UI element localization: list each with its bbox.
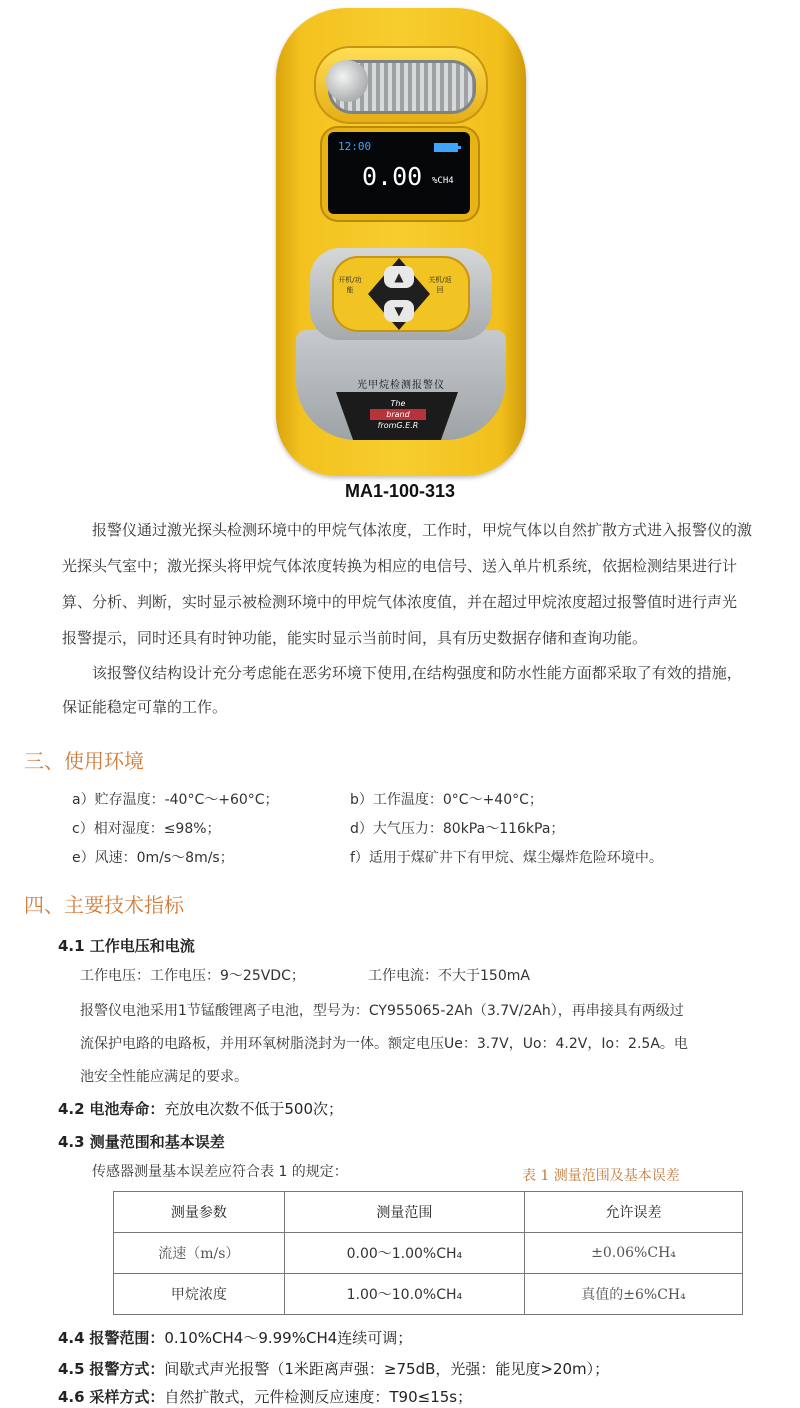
table-header: 测量范围 (284, 1192, 524, 1233)
spec-4-3-title: 4.3 测量范围和基本误差 (58, 1133, 225, 1151)
env-item: e）风速：0m/s～8m/s； (72, 850, 234, 866)
brand-logo (370, 398, 426, 432)
spec-4-4-num: 4.4 (58, 1329, 85, 1347)
brand-line-1: The (390, 399, 406, 408)
display-unit: %CH4 (432, 176, 454, 186)
env-item: b）工作温度：0°C～+40°C； (350, 792, 543, 808)
table-cell: ±0.06%CH₄ (525, 1233, 743, 1274)
spec-4-1-title: 4.1 工作电压和电流 (58, 937, 195, 955)
spec-4-5-label: 报警方式： (89, 1360, 165, 1378)
spec-4-4 (58, 1327, 412, 1348)
env-item: f）适用于煤矿井下有甲烷、煤尘爆炸危险环境中。 (350, 850, 663, 866)
spec-4-6 (58, 1386, 472, 1407)
section-heading-environment: 三、使用环境 (24, 749, 144, 773)
spec-4-2 (58, 1098, 343, 1119)
display-time: 12:00 (338, 140, 372, 153)
intro-line: 算、分析、判断，实时显示被检测环境中的甲烷气体浓度值，并在超过甲烷浓度超过报警值时进行声光 (62, 593, 738, 611)
spec-4-6-text: 自然扩散式，元件检测反应速度：T90≤15s； (164, 1388, 473, 1406)
working-voltage: 工作电压：工作电压：9～25VDC； (80, 968, 305, 984)
table-cell: 甲烷浓度 (114, 1274, 285, 1315)
spec-4-2-text: 充放电次数不低于500次； (164, 1100, 344, 1118)
up-arrow-key[interactable]: ▲ (384, 266, 414, 288)
section-heading-specs: 四、主要技术指标 (24, 893, 184, 917)
env-item: c）相对湿度：≤98%； (72, 821, 221, 837)
spec-4-4-text: 0.10%CH4～9.99%CH4连续可调； (164, 1329, 413, 1347)
table-header-row (114, 1192, 743, 1233)
spec-4-5 (58, 1358, 609, 1379)
intro-line: 光探头气室中；激光探头将甲烷气体浓度转换为相应的电信号、送入单片机系统，依据检测结果进行计 (62, 557, 738, 575)
table-header: 测量参数 (114, 1192, 285, 1233)
spec-table (113, 1191, 743, 1315)
device-display (328, 132, 470, 214)
intro-line: 保证能稳定可靠的工作。 (62, 698, 228, 716)
battery-text-line: 池安全性能应满足的要求。 (80, 1069, 248, 1085)
spec-4-5-num: 4.5 (58, 1360, 85, 1378)
table-row (114, 1274, 743, 1315)
battery-text-line: 报警仪电池采用1节锰酸锂离子电池，型号为：CY955065-2Ah（3.7V/2Ah），再串接具有两级过 (80, 1003, 684, 1019)
intro-line: 报警提示，同时还具有时钟功能，能实时显示当前时间，具有历史数据存储和查询功能。 (62, 629, 648, 647)
down-arrow-key[interactable]: ▼ (384, 300, 414, 322)
table-cell: 流速（m/s） (114, 1233, 285, 1274)
battery-text-line: 流保护电路的电路板，并用环氧树脂浇封为一体。额定电压Ue：3.7V，Uo：4.2V，Io：2.5A。电 (80, 1036, 688, 1052)
table-row (114, 1233, 743, 1274)
device-name-label: 光甲烷检测报警仪 (357, 380, 445, 391)
spec-4-2-label: 电池寿命： (89, 1100, 165, 1118)
spec-4-6-num: 4.6 (58, 1388, 85, 1406)
table-cell: 1.00～10.0%CH₄ (284, 1274, 524, 1315)
brand-line-3: fromG.E.R (377, 421, 419, 430)
env-item: d）大气压力：80kPa～116kPa； (350, 821, 565, 837)
off-return-key[interactable]: 关机/返回 (428, 276, 452, 294)
spec-4-6-label: 采样方式： (89, 1388, 165, 1406)
working-current: 工作电流：不大于150mA (368, 968, 530, 984)
spec-4-5-text: 间歇式声光报警（1米距离声强：≥75dB，光强：能见度>20m）； (164, 1360, 610, 1378)
table-header: 允许误差 (525, 1192, 743, 1233)
power-function-key[interactable]: 开机/功能 (338, 276, 362, 294)
env-item: a）贮存温度：-40°C～+60°C； (72, 792, 279, 808)
model-number: MA1-100-313 (344, 481, 456, 501)
sensor-cap (326, 60, 368, 102)
spec-4-4-label: 报警范围： (89, 1329, 165, 1347)
table-intro: 传感器测量基本误差应符合表 1 的规定： (92, 1164, 348, 1180)
intro-line: 该报警仪结构设计充分考虑能在恶劣环境下使用,在结构强度和防水性能方面都采取了有效的措施， (92, 664, 742, 682)
battery-icon (434, 143, 458, 152)
intro-line: 报警仪通过激光探头检测环境中的甲烷气体浓度，工作时，甲烷气体以自然扩散方式进入报警仪的激 (92, 521, 753, 539)
table-cell: 真值的±6%CH₄ (525, 1274, 743, 1315)
display-concentration: 0.00 (362, 162, 423, 191)
table-caption: 表 1 测量范围及基本误差 (522, 1168, 680, 1184)
spec-4-2-num: 4.2 (58, 1100, 85, 1118)
brand-line-2: brand (370, 409, 426, 420)
table-cell: 0.00～1.00%CH₄ (284, 1233, 524, 1274)
